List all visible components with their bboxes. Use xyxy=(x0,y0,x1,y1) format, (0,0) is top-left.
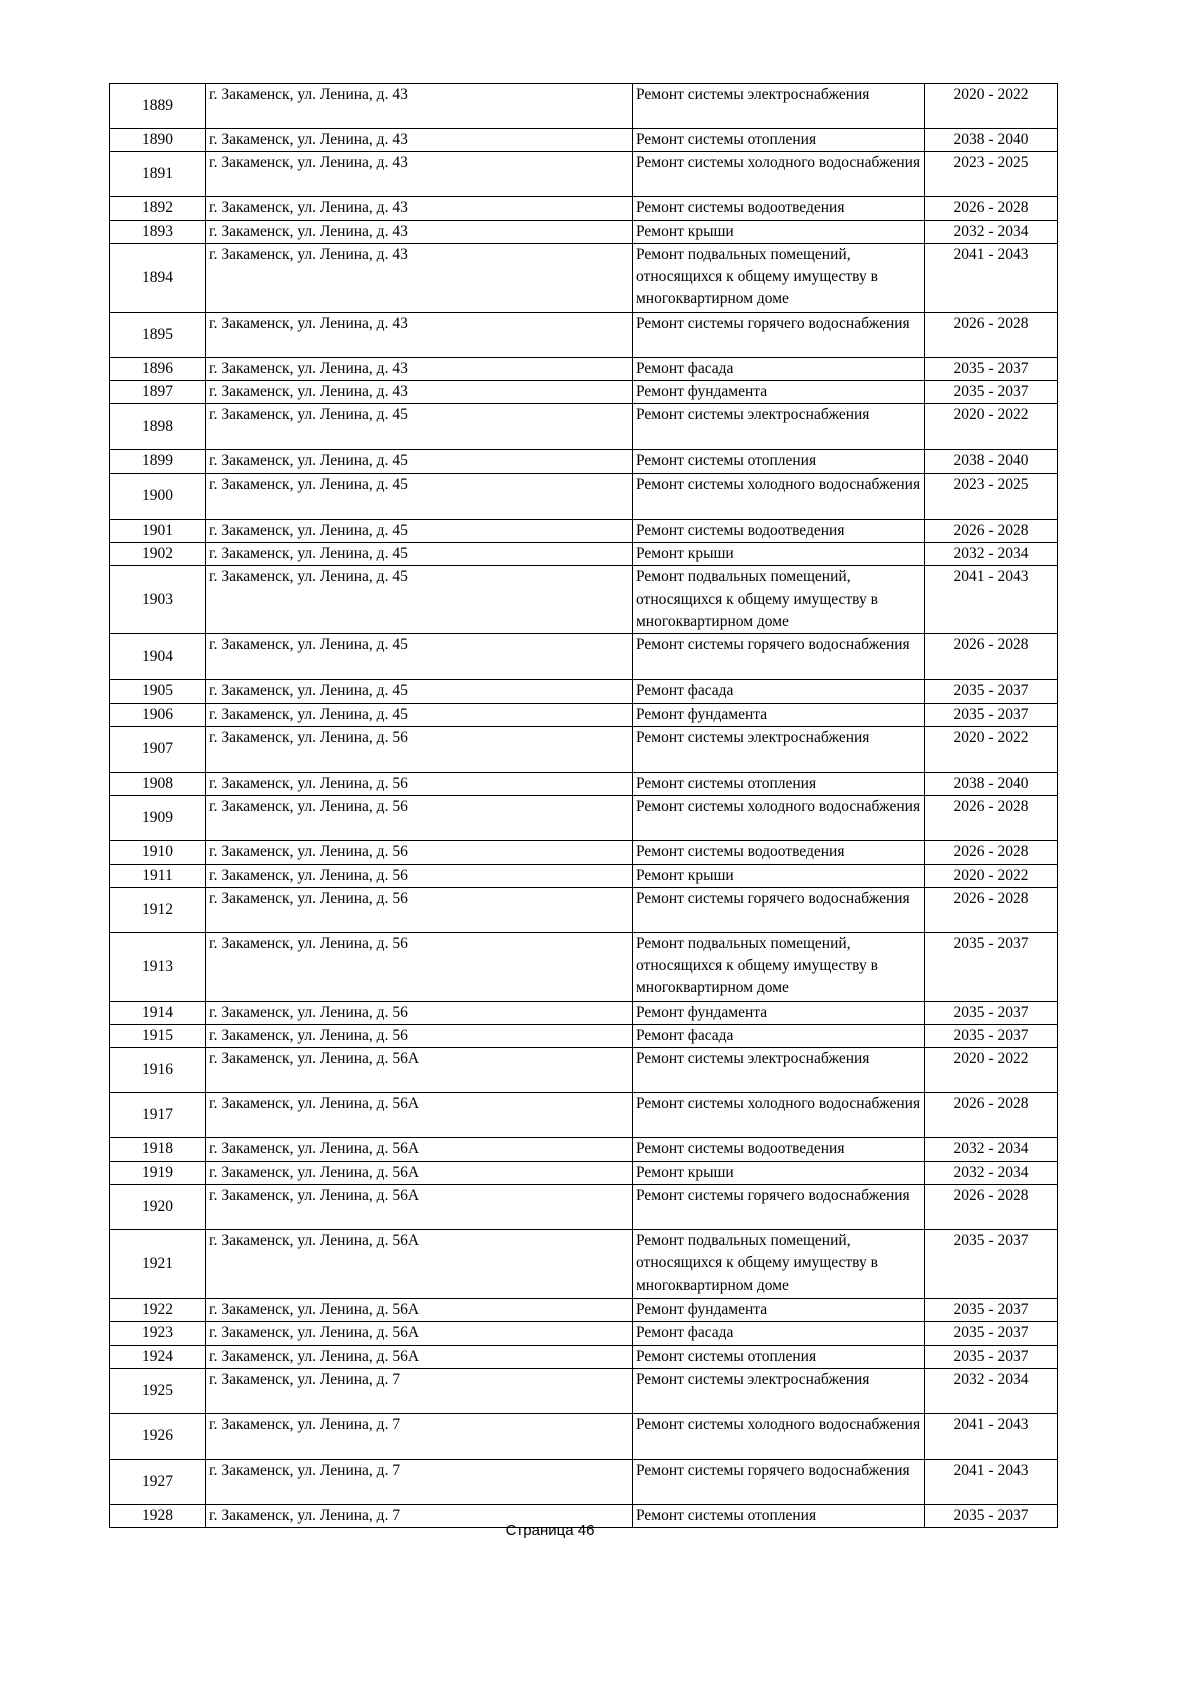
period-cell: 2020 - 2022 xyxy=(925,84,1058,129)
work-type-cell: Ремонт фундамента xyxy=(633,703,925,726)
period-cell: 2035 - 2037 xyxy=(925,1322,1058,1345)
table-row xyxy=(110,129,1058,152)
address-cell: г. Закаменск, ул. Ленина, д. 43 xyxy=(206,197,633,220)
table-row xyxy=(110,404,1058,450)
row-number-cell: 1906 xyxy=(110,703,206,726)
address-cell: г. Закаменск, ул. Ленина, д. 45 xyxy=(206,404,633,450)
address-cell: г. Закаменск, ул. Ленина, д. 56 xyxy=(206,796,633,841)
work-type-cell: Ремонт системы холодного водоснабжения xyxy=(633,152,925,197)
row-number-cell: 1905 xyxy=(110,680,206,703)
table-row xyxy=(110,864,1058,887)
work-type-cell: Ремонт фасада xyxy=(633,357,925,380)
table-row xyxy=(110,887,1058,932)
work-type-cell: Ремонт крыши xyxy=(633,1161,925,1184)
address-cell: г. Закаменск, ул. Ленина, д. 43 xyxy=(206,129,633,152)
table-row xyxy=(110,1048,1058,1093)
table-row xyxy=(110,1093,1058,1138)
work-type-cell: Ремонт системы электроснабжения xyxy=(633,726,925,772)
address-cell: г. Закаменск, ул. Ленина, д. 56А xyxy=(206,1322,633,1345)
period-cell: 2035 - 2037 xyxy=(925,932,1058,1001)
address-cell: г. Закаменск, ул. Ленина, д. 56А xyxy=(206,1048,633,1093)
address-cell: г. Закаменск, ул. Ленина, д. 43 xyxy=(206,220,633,243)
work-type-cell: Ремонт системы водоотведения xyxy=(633,841,925,864)
address-cell: г. Закаменск, ул. Ленина, д. 56А xyxy=(206,1185,633,1230)
row-number-cell: 1927 xyxy=(110,1459,206,1504)
work-type-cell: Ремонт системы электроснабжения xyxy=(633,1368,925,1413)
work-type-cell: Ремонт фасада xyxy=(633,680,925,703)
row-number-cell: 1902 xyxy=(110,543,206,566)
period-cell: 2035 - 2037 xyxy=(925,1230,1058,1299)
row-number-cell: 1928 xyxy=(110,1504,206,1527)
address-cell: г. Закаменск, ул. Ленина, д. 45 xyxy=(206,566,633,634)
period-cell: 2032 - 2034 xyxy=(925,1161,1058,1184)
work-type-cell: Ремонт системы холодного водоснабжения xyxy=(633,473,925,519)
address-cell: г. Закаменск, ул. Ленина, д. 45 xyxy=(206,680,633,703)
period-cell: 2020 - 2022 xyxy=(925,864,1058,887)
work-type-cell: Ремонт подвальных помещений, относящихся к общему имуществу в многоквартирном доме xyxy=(633,566,925,634)
period-cell: 2038 - 2040 xyxy=(925,772,1058,795)
table-row xyxy=(110,1413,1058,1459)
row-number-cell: 1892 xyxy=(110,197,206,220)
work-type-cell: Ремонт системы горячего водоснабжения xyxy=(633,634,925,680)
period-cell: 2041 - 2043 xyxy=(925,1413,1058,1459)
address-cell: г. Закаменск, ул. Ленина, д. 56 xyxy=(206,1025,633,1048)
row-number-cell: 1898 xyxy=(110,404,206,450)
period-cell: 2035 - 2037 xyxy=(925,357,1058,380)
table-row xyxy=(110,519,1058,542)
work-type-cell: Ремонт подвальных помещений, относящихся к общему имуществу в многоквартирном доме xyxy=(633,1230,925,1299)
row-number-cell: 1923 xyxy=(110,1322,206,1345)
work-type-cell: Ремонт системы отопления xyxy=(633,772,925,795)
work-type-cell: Ремонт системы электроснабжения xyxy=(633,1048,925,1093)
table-row xyxy=(110,152,1058,197)
row-number-cell: 1893 xyxy=(110,220,206,243)
table-row xyxy=(110,243,1058,312)
table-body xyxy=(110,84,1058,1528)
work-type-cell: Ремонт крыши xyxy=(633,220,925,243)
table-row xyxy=(110,381,1058,404)
row-number-cell: 1901 xyxy=(110,519,206,542)
table-row xyxy=(110,1025,1058,1048)
table-row xyxy=(110,1345,1058,1368)
work-type-cell: Ремонт подвальных помещений, относящихся к общему имуществу в многоквартирном доме xyxy=(633,932,925,1001)
address-cell: г. Закаменск, ул. Ленина, д. 56 xyxy=(206,864,633,887)
address-cell: г. Закаменск, ул. Ленина, д. 43 xyxy=(206,152,633,197)
row-number-cell: 1918 xyxy=(110,1138,206,1161)
work-type-cell: Ремонт фасада xyxy=(633,1025,925,1048)
table-row xyxy=(110,1138,1058,1161)
page-footer xyxy=(0,1522,1100,1539)
table-row xyxy=(110,680,1058,703)
page-number: Страница 46 xyxy=(505,1522,595,1539)
row-number-cell: 1897 xyxy=(110,381,206,404)
work-type-cell: Ремонт фасада xyxy=(633,1322,925,1345)
table-row xyxy=(110,220,1058,243)
row-number-cell: 1924 xyxy=(110,1345,206,1368)
table-row xyxy=(110,1161,1058,1184)
table-row xyxy=(110,1001,1058,1024)
address-cell: г. Закаменск, ул. Ленина, д. 56 xyxy=(206,932,633,1001)
address-cell: г. Закаменск, ул. Ленина, д. 45 xyxy=(206,543,633,566)
row-number-cell: 1899 xyxy=(110,450,206,473)
work-type-cell: Ремонт системы холодного водоснабжения xyxy=(633,796,925,841)
table-row xyxy=(110,566,1058,634)
address-cell: г. Закаменск, ул. Ленина, д. 43 xyxy=(206,381,633,404)
table-row xyxy=(110,932,1058,1001)
work-type-cell: Ремонт системы холодного водоснабжения xyxy=(633,1093,925,1138)
work-type-cell: Ремонт фундамента xyxy=(633,1299,925,1322)
period-cell: 2023 - 2025 xyxy=(925,473,1058,519)
address-cell: г. Закаменск, ул. Ленина, д. 7 xyxy=(206,1368,633,1413)
table-row xyxy=(110,1230,1058,1299)
period-cell: 2020 - 2022 xyxy=(925,1048,1058,1093)
period-cell: 2032 - 2034 xyxy=(925,543,1058,566)
work-type-cell: Ремонт системы электроснабжения xyxy=(633,404,925,450)
period-cell: 2026 - 2028 xyxy=(925,887,1058,932)
row-number-cell: 1915 xyxy=(110,1025,206,1048)
work-type-cell: Ремонт системы водоотведения xyxy=(633,1138,925,1161)
row-number-cell: 1909 xyxy=(110,796,206,841)
address-cell: г. Закаменск, ул. Ленина, д. 56А xyxy=(206,1138,633,1161)
row-number-cell: 1913 xyxy=(110,932,206,1001)
period-cell: 2032 - 2034 xyxy=(925,1138,1058,1161)
address-cell: г. Закаменск, ул. Ленина, д. 56А xyxy=(206,1230,633,1299)
table-row xyxy=(110,841,1058,864)
period-cell: 2035 - 2037 xyxy=(925,381,1058,404)
period-cell: 2035 - 2037 xyxy=(925,1025,1058,1048)
work-type-cell: Ремонт системы отопления xyxy=(633,129,925,152)
work-type-cell: Ремонт фундамента xyxy=(633,381,925,404)
row-number-cell: 1925 xyxy=(110,1368,206,1413)
period-cell: 2041 - 2043 xyxy=(925,566,1058,634)
work-type-cell: Ремонт системы электроснабжения xyxy=(633,84,925,129)
table-row xyxy=(110,450,1058,473)
work-type-cell: Ремонт системы холодного водоснабжения xyxy=(633,1413,925,1459)
row-number-cell: 1904 xyxy=(110,634,206,680)
period-cell: 2020 - 2022 xyxy=(925,404,1058,450)
period-cell: 2041 - 2043 xyxy=(925,243,1058,312)
table-row xyxy=(110,772,1058,795)
row-number-cell: 1926 xyxy=(110,1413,206,1459)
repair-schedule-table xyxy=(109,83,1058,1528)
period-cell: 2026 - 2028 xyxy=(925,841,1058,864)
work-type-cell: Ремонт фундамента xyxy=(633,1001,925,1024)
row-number-cell: 1895 xyxy=(110,312,206,357)
work-type-cell: Ремонт крыши xyxy=(633,864,925,887)
address-cell: г. Закаменск, ул. Ленина, д. 56 xyxy=(206,841,633,864)
period-cell: 2035 - 2037 xyxy=(925,1504,1058,1527)
period-cell: 2026 - 2028 xyxy=(925,1093,1058,1138)
row-number-cell: 1889 xyxy=(110,84,206,129)
row-number-cell: 1890 xyxy=(110,129,206,152)
row-number-cell: 1896 xyxy=(110,357,206,380)
row-number-cell: 1910 xyxy=(110,841,206,864)
table-row xyxy=(110,543,1058,566)
row-number-cell: 1917 xyxy=(110,1093,206,1138)
address-cell: г. Закаменск, ул. Ленина, д. 45 xyxy=(206,473,633,519)
table-row xyxy=(110,1459,1058,1504)
address-cell: г. Закаменск, ул. Ленина, д. 56А xyxy=(206,1299,633,1322)
row-number-cell: 1914 xyxy=(110,1001,206,1024)
address-cell: г. Закаменск, ул. Ленина, д. 56 xyxy=(206,1001,633,1024)
address-cell: г. Закаменск, ул. Ленина, д. 56 xyxy=(206,887,633,932)
period-cell: 2035 - 2037 xyxy=(925,1345,1058,1368)
address-cell: г. Закаменск, ул. Ленина, д. 45 xyxy=(206,450,633,473)
period-cell: 2038 - 2040 xyxy=(925,129,1058,152)
work-type-cell: Ремонт системы горячего водоснабжения xyxy=(633,887,925,932)
table-row xyxy=(110,703,1058,726)
period-cell: 2035 - 2037 xyxy=(925,1001,1058,1024)
address-cell: г. Закаменск, ул. Ленина, д. 43 xyxy=(206,84,633,129)
row-number-cell: 1911 xyxy=(110,864,206,887)
row-number-cell: 1891 xyxy=(110,152,206,197)
address-cell: г. Закаменск, ул. Ленина, д. 45 xyxy=(206,519,633,542)
work-type-cell: Ремонт системы горячего водоснабжения xyxy=(633,312,925,357)
period-cell: 2020 - 2022 xyxy=(925,726,1058,772)
row-number-cell: 1900 xyxy=(110,473,206,519)
period-cell: 2026 - 2028 xyxy=(925,634,1058,680)
period-cell: 2032 - 2034 xyxy=(925,220,1058,243)
period-cell: 2035 - 2037 xyxy=(925,680,1058,703)
work-type-cell: Ремонт крыши xyxy=(633,543,925,566)
table-row xyxy=(110,1299,1058,1322)
address-cell: г. Закаменск, ул. Ленина, д. 45 xyxy=(206,634,633,680)
period-cell: 2032 - 2034 xyxy=(925,1368,1058,1413)
address-cell: г. Закаменск, ул. Ленина, д. 7 xyxy=(206,1413,633,1459)
table-row xyxy=(110,473,1058,519)
period-cell: 2035 - 2037 xyxy=(925,703,1058,726)
row-number-cell: 1908 xyxy=(110,772,206,795)
period-cell: 2026 - 2028 xyxy=(925,519,1058,542)
address-cell: г. Закаменск, ул. Ленина, д. 56А xyxy=(206,1093,633,1138)
row-number-cell: 1912 xyxy=(110,887,206,932)
work-type-cell: Ремонт системы отопления xyxy=(633,450,925,473)
row-number-cell: 1907 xyxy=(110,726,206,772)
row-number-cell: 1894 xyxy=(110,243,206,312)
address-cell: г. Закаменск, ул. Ленина, д. 7 xyxy=(206,1504,633,1527)
work-type-cell: Ремонт системы отопления xyxy=(633,1504,925,1527)
table-row xyxy=(110,1368,1058,1413)
row-number-cell: 1920 xyxy=(110,1185,206,1230)
address-cell: г. Закаменск, ул. Ленина, д. 43 xyxy=(206,243,633,312)
row-number-cell: 1919 xyxy=(110,1161,206,1184)
address-cell: г. Закаменск, ул. Ленина, д. 56А xyxy=(206,1161,633,1184)
table-row xyxy=(110,197,1058,220)
address-cell: г. Закаменск, ул. Ленина, д. 43 xyxy=(206,312,633,357)
address-cell: г. Закаменск, ул. Ленина, д. 7 xyxy=(206,1459,633,1504)
address-cell: г. Закаменск, ул. Ленина, д. 56 xyxy=(206,726,633,772)
table-row xyxy=(110,1322,1058,1345)
address-cell: г. Закаменск, ул. Ленина, д. 56А xyxy=(206,1345,633,1368)
table-row xyxy=(110,1185,1058,1230)
work-type-cell: Ремонт системы водоотведения xyxy=(633,519,925,542)
period-cell: 2026 - 2028 xyxy=(925,197,1058,220)
period-cell: 2026 - 2028 xyxy=(925,312,1058,357)
row-number-cell: 1903 xyxy=(110,566,206,634)
table-row xyxy=(110,357,1058,380)
period-cell: 2041 - 2043 xyxy=(925,1459,1058,1504)
period-cell: 2023 - 2025 xyxy=(925,152,1058,197)
row-number-cell: 1916 xyxy=(110,1048,206,1093)
table-row xyxy=(110,634,1058,680)
work-type-cell: Ремонт системы горячего водоснабжения xyxy=(633,1459,925,1504)
work-type-cell: Ремонт системы водоотведения xyxy=(633,197,925,220)
work-type-cell: Ремонт подвальных помещений, относящихся к общему имуществу в многоквартирном доме xyxy=(633,243,925,312)
period-cell: 2038 - 2040 xyxy=(925,450,1058,473)
table-row xyxy=(110,796,1058,841)
address-cell: г. Закаменск, ул. Ленина, д. 56 xyxy=(206,772,633,795)
row-number-cell: 1921 xyxy=(110,1230,206,1299)
address-cell: г. Закаменск, ул. Ленина, д. 43 xyxy=(206,357,633,380)
period-cell: 2026 - 2028 xyxy=(925,1185,1058,1230)
period-cell: 2035 - 2037 xyxy=(925,1299,1058,1322)
address-cell: г. Закаменск, ул. Ленина, д. 45 xyxy=(206,703,633,726)
table-row xyxy=(110,726,1058,772)
work-type-cell: Ремонт системы отопления xyxy=(633,1345,925,1368)
period-cell: 2026 - 2028 xyxy=(925,796,1058,841)
row-number-cell: 1922 xyxy=(110,1299,206,1322)
table-row xyxy=(110,312,1058,357)
work-type-cell: Ремонт системы горячего водоснабжения xyxy=(633,1185,925,1230)
table-row xyxy=(110,84,1058,129)
